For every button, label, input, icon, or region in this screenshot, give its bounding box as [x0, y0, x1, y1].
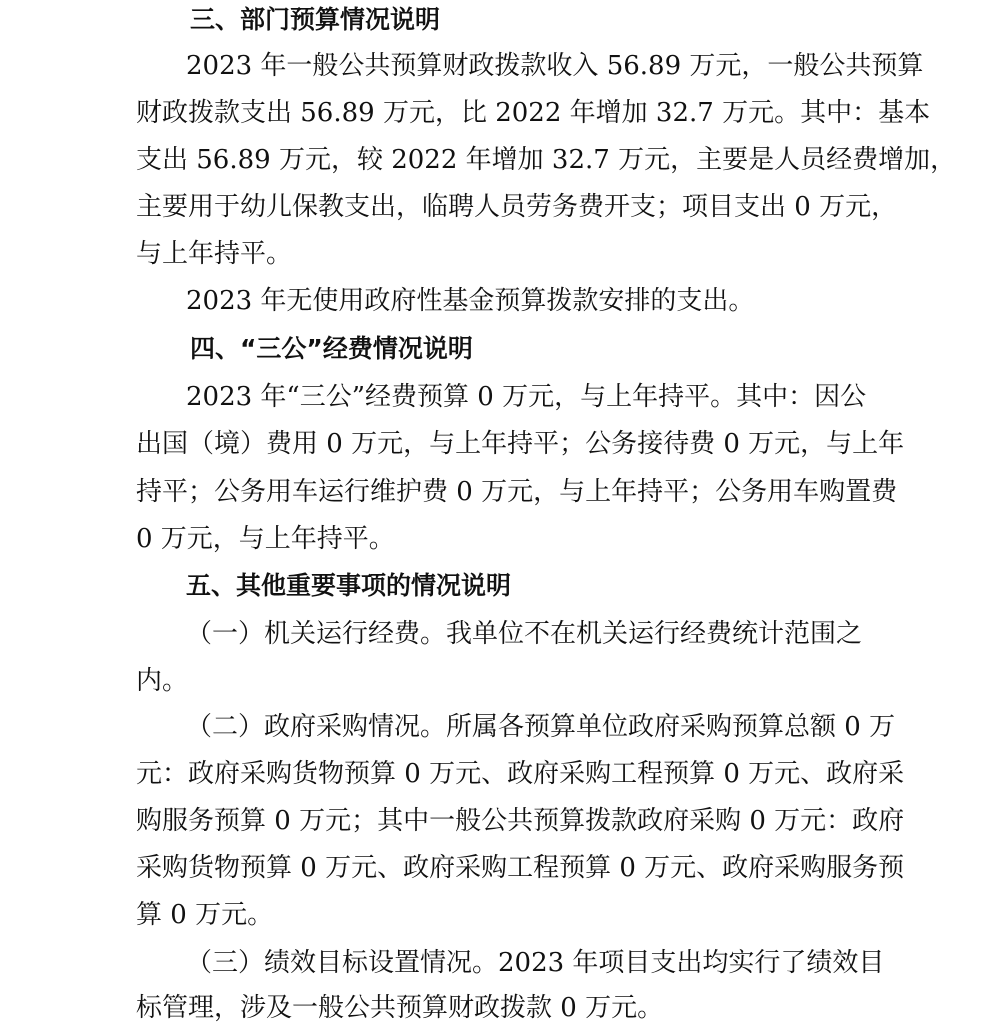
paragraph-line: 元：政府采购货物预算 0 万元、政府采购工程预算 0 万元、政府采: [136, 759, 905, 789]
paragraph-line: 2023 年无使用政府性基金预算拨款安排的支出。: [186, 286, 755, 316]
paragraph-line: （一）机关运行经费。我单位不在机关运行经费统计范围之: [186, 619, 863, 649]
paragraph-line: 出国（境）费用 0 万元，与上年持平；公务接待费 0 万元，与上年: [136, 429, 905, 459]
section-heading-other-matters: 五、其他重要事项的情况说明: [186, 571, 512, 600]
paragraph-line: 2023 年“三公”经费预算 0 万元，与上年持平。其中：因公: [186, 382, 867, 412]
paragraph-line: 标管理，涉及一般公共预算财政拨款 0 万元。: [136, 993, 664, 1023]
section-heading-three-public: 四、“三公”经费情况说明: [190, 334, 473, 363]
paragraph-line: （三）绩效目标设置情况。2023 年项目支出均实行了绩效目: [186, 948, 885, 978]
paragraph-line: 0 万元，与上年持平。: [136, 524, 395, 554]
paragraph-line: （二）政府采购情况。所属各预算单位政府采购预算总额 0 万: [186, 712, 896, 742]
section-heading-budget: 三、部门预算情况说明: [190, 5, 441, 34]
paragraph-line: 持平；公务用车运行维护费 0 万元，与上年持平；公务用车购置费: [136, 477, 898, 507]
paragraph-line: 算 0 万元。: [136, 900, 274, 930]
paragraph-line: 2023 年一般公共预算财政拨款收入 56.89 万元，一般公共预算: [186, 51, 924, 81]
paragraph-line: 购服务预算 0 万元；其中一般公共预算拨款政府采购 0 万元：政府: [136, 806, 905, 836]
paragraph-line: 支出 56.89 万元，较 2022 年增加 32.7 万元，主要是人员经费增加，: [136, 145, 957, 175]
paragraph-line: 财政拨款支出 56.89 万元，比 2022 年增加 32.7 万元。其中：基本: [136, 98, 931, 128]
paragraph-line: 内。: [136, 666, 189, 696]
paragraph-line: 采购货物预算 0 万元、政府采购工程预算 0 万元、政府采购服务预: [136, 853, 905, 883]
paragraph-line: 与上年持平。: [136, 239, 293, 269]
paragraph-line: 主要用于幼儿保教支出，临聘人员劳务费开支；项目支出 0 万元，: [136, 192, 898, 222]
